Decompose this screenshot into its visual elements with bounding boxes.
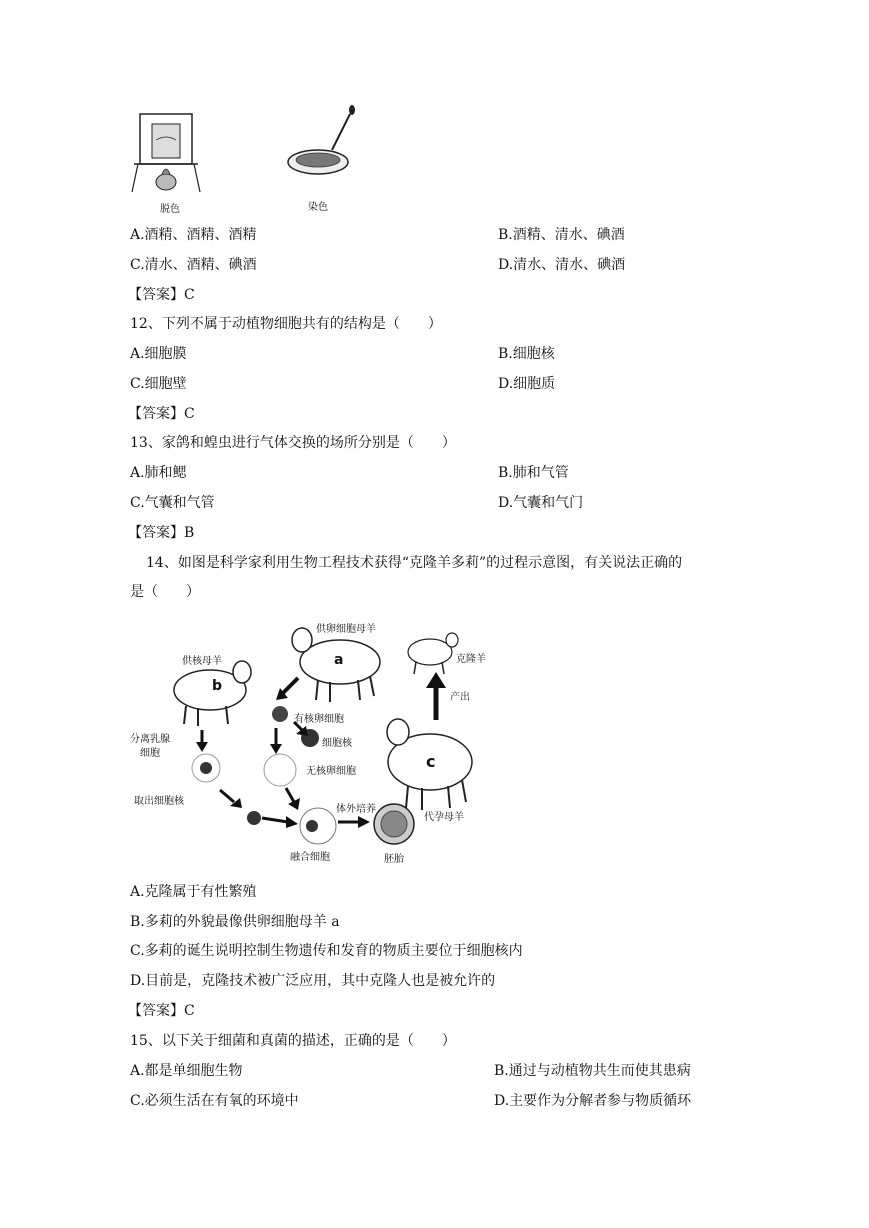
donor-egg-sheep-label: 供卵细胞母羊 [316,624,376,635]
q12-option-c[interactable]: C.细胞壁 [130,376,187,392]
q14-answer: 【答案】C [128,1003,195,1019]
donor-nucleus-sheep-label: 供核母羊 [182,656,222,667]
decolor-stain-figure [128,100,368,218]
q14-option-b[interactable]: B.多莉的外貌最像供卵细胞母羊 a [130,914,340,930]
decolor-label: 脱色 [160,204,180,215]
sheep-a-letter: a [334,652,344,668]
q13-option-b[interactable]: B.肺和气管 [498,465,569,481]
embryo-label: 胚胎 [384,854,404,865]
q12-stem: 12、下列不属于动植物细胞共有的结构是（ ） [130,316,442,332]
clone-sheep-diagram [130,612,495,872]
birth-label: 产出 [450,692,470,703]
q12-option-b[interactable]: B.细胞核 [498,346,555,362]
q15-option-c[interactable]: C.必须生活在有氧的环境中 [130,1093,299,1109]
q15-option-d[interactable]: D.主要作为分解者参与物质循环 [494,1093,692,1109]
q11-option-c[interactable]: C.清水、酒精、碘酒 [130,257,257,273]
q13-option-d[interactable]: D.气囊和气门 [498,495,584,511]
q12-option-d[interactable]: D.细胞质 [498,376,556,392]
fused-cell-label: 融合细胞 [290,852,330,863]
nucleated-egg-label: 有核卵细胞 [294,714,344,725]
q14-stem-line2: 是（ ） [130,584,200,600]
sheep-b-letter: b [212,678,223,694]
clone-diagram-drawing [130,612,495,872]
clone-sheep-label: 克隆羊 [456,654,486,665]
q13-stem: 13、家鸽和蝗虫进行气体交换的场所分别是（ ） [130,435,456,451]
cell-nucleus-label: 细胞核 [322,738,352,749]
enucleated-egg-label: 无核卵细胞 [306,766,356,777]
q12-answer: 【答案】C [128,406,195,422]
extract-nucleus-label: 取出细胞核 [134,796,184,807]
q15-option-a[interactable]: A.都是单细胞生物 [130,1063,243,1079]
q14-option-a[interactable]: A.克隆属于有性繁殖 [130,884,257,900]
q11-option-a[interactable]: A.酒精、酒精、酒精 [130,227,257,243]
q13-option-a[interactable]: A.肺和鳃 [130,465,187,481]
clone-sheep-icon [408,633,458,674]
cell-label: 细胞 [140,748,160,759]
in-vitro-culture-label: 体外培养 [336,804,376,815]
q14-stem-line1: 14、如图是科学家利用生物工程技术获得“克隆羊多莉”的过程示意图，有关说法正确的 [146,555,683,571]
q14-option-d[interactable]: D.目前是，克隆技术被广泛应用，其中克隆人也是被允许的 [130,973,496,989]
q15-stem: 15、以下关于细菌和真菌的描述，正确的是（ ） [130,1033,456,1049]
q12-option-a[interactable]: A.细胞膜 [130,346,187,362]
q15-option-b[interactable]: B.通过与动植物共生而使其患病 [494,1063,691,1079]
q11-answer: 【答案】C [128,287,195,303]
q14-option-c[interactable]: C.多莉的诞生说明控制生物遗传和发育的物质主要位于细胞核内 [130,943,523,959]
q13-answer: 【答案】B [128,525,195,541]
separate-mammary-label: 分离乳腺 [130,734,170,745]
q11-option-d[interactable]: D.清水、清水、碘酒 [498,257,626,273]
q11-option-b[interactable]: B.酒精、清水、碘酒 [498,227,625,243]
sheep-c-letter: c [426,752,436,771]
surrogate-label: 代孕母羊 [424,812,464,823]
q13-option-c[interactable]: C.气囊和气管 [130,495,215,511]
stain-label: 染色 [308,202,328,213]
